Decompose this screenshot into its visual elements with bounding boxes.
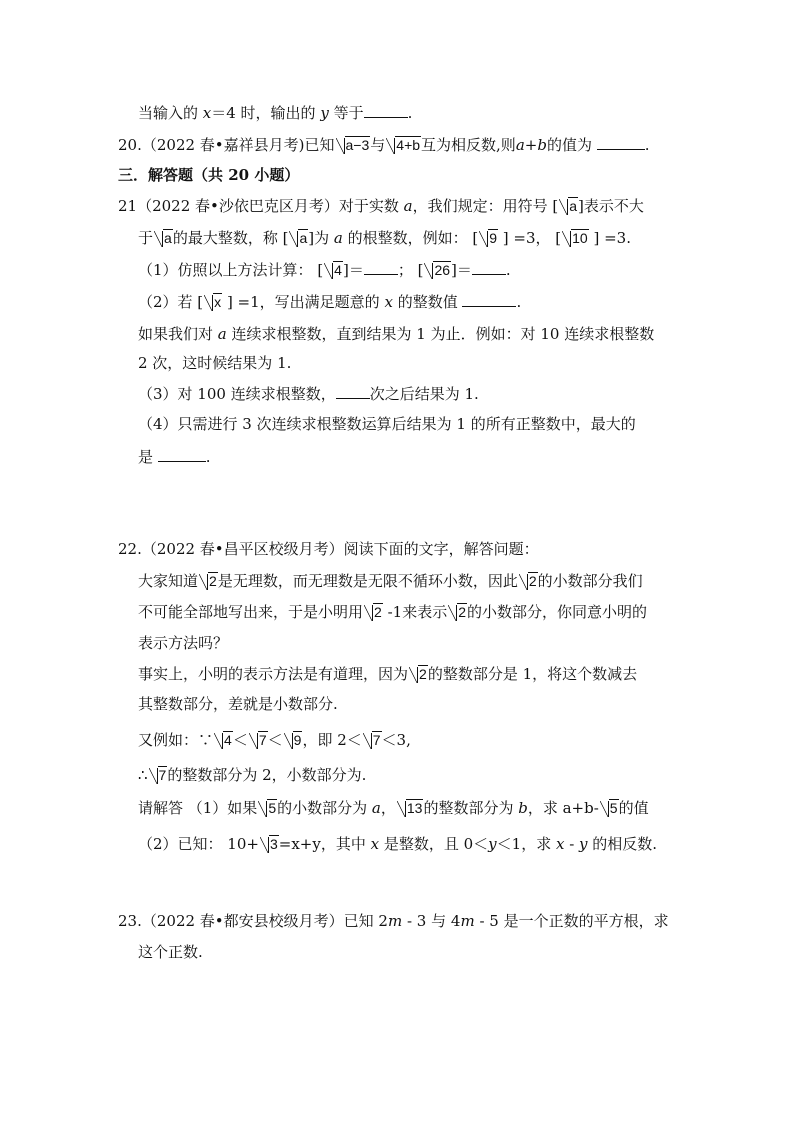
question-22-head: 22.（2022 春•昌平区校级月考）阅读下面的文字，解答问题： bbox=[118, 540, 539, 558]
section-heading: 三．解答题（共 20 小题） bbox=[118, 166, 300, 184]
question-23-line1: 23.（2022 春•都安县校级月考）已知 2m - 3 与 4m - 5 是一个正数的平方根，求 bbox=[118, 912, 669, 930]
question-21-line2: 于 a的最大整数，称 [ a]为 a 的根整数，例如： [ 9 ] =3， [ 10 ] =3. bbox=[138, 229, 631, 247]
question-22-line3: 表示方法吗？ bbox=[138, 634, 229, 652]
answer-blank[interactable] bbox=[597, 135, 645, 150]
question-21-part3: （3）对 100 连续求根整数， 次之后结果为 1. bbox=[138, 385, 479, 403]
answer-blank[interactable] bbox=[364, 103, 408, 118]
question-21-part2: （2）若 [ x ] =1，写出满足题意的 x 的整数值 . bbox=[138, 293, 522, 311]
answer-blank[interactable] bbox=[158, 447, 206, 462]
q19-answer-line: 当输入的 x＝4 时，输出的 y 等于 . bbox=[138, 104, 413, 122]
question-23-line2: 这个正数. bbox=[138, 943, 203, 961]
question-21-line1: 21（2022 春•沙依巴克区月考）对于实数 a，我们规定：用符号 [ a]表示不大 bbox=[118, 197, 644, 215]
question-22-line1: 大家知道 2是无理数，而无理数是无限不循环小数，因此 2的小数部分我们 bbox=[138, 572, 643, 590]
sqrt-4-plus-b: 4+b bbox=[386, 135, 421, 155]
question-21-part1: （1）仿照以上方法计算： [ 4]＝ ； [ 26]＝ . bbox=[138, 261, 511, 279]
question-22-part1: 请解答 （1）如果 5的小数部分为 a， 13的整数部分为 b，求 a+b- 5的值 bbox=[138, 799, 649, 817]
question-21-text1: 如果我们对 a 连续求根整数，直到结果为 1 为止．例如：对 10 连续求根整数 bbox=[138, 325, 655, 343]
answer-blank[interactable] bbox=[364, 260, 398, 275]
question-22-line7: ∴ 7的整数部分为 2，小数部分为. bbox=[138, 766, 367, 784]
answer-blank[interactable] bbox=[472, 260, 506, 275]
question-22-line6: 又例如：∵ 4＜ 7＜ 9，即 2＜ 7＜3, bbox=[138, 731, 411, 749]
question-22-line4: 事实上，小明的表示方法是有道理，因为 2的整数部分是 1，将这个数减去 bbox=[138, 665, 638, 683]
question-20: 20.（2022 春•嘉祥县月考)已知 a−3与 4+b互为相反数,则a+b的值为 . bbox=[118, 136, 650, 154]
sqrt-a-minus-3: a−3 bbox=[336, 135, 371, 155]
answer-blank[interactable] bbox=[462, 292, 516, 307]
question-21-text2: 2 次，这时候结果为 1. bbox=[138, 354, 292, 372]
answer-blank[interactable] bbox=[336, 384, 370, 399]
question-22-line2: 不可能全部地写出来，于是小明用 2 -1来表示 2的小数部分，你同意小明的 bbox=[138, 603, 648, 621]
question-22-line5: 其整数部分，差就是小数部分. bbox=[138, 695, 338, 713]
question-22-part2: （2）已知： 10+ 3=x+y，其中 x 是整数，且 0＜y＜1，求 x - y 的相反数. bbox=[138, 835, 658, 853]
question-21-part4b: 是 . bbox=[138, 448, 211, 466]
question-21-part4: （4）只需进行 3 次连续求根整数运算后结果为 1 的所有正整数中，最大的 bbox=[138, 415, 636, 433]
